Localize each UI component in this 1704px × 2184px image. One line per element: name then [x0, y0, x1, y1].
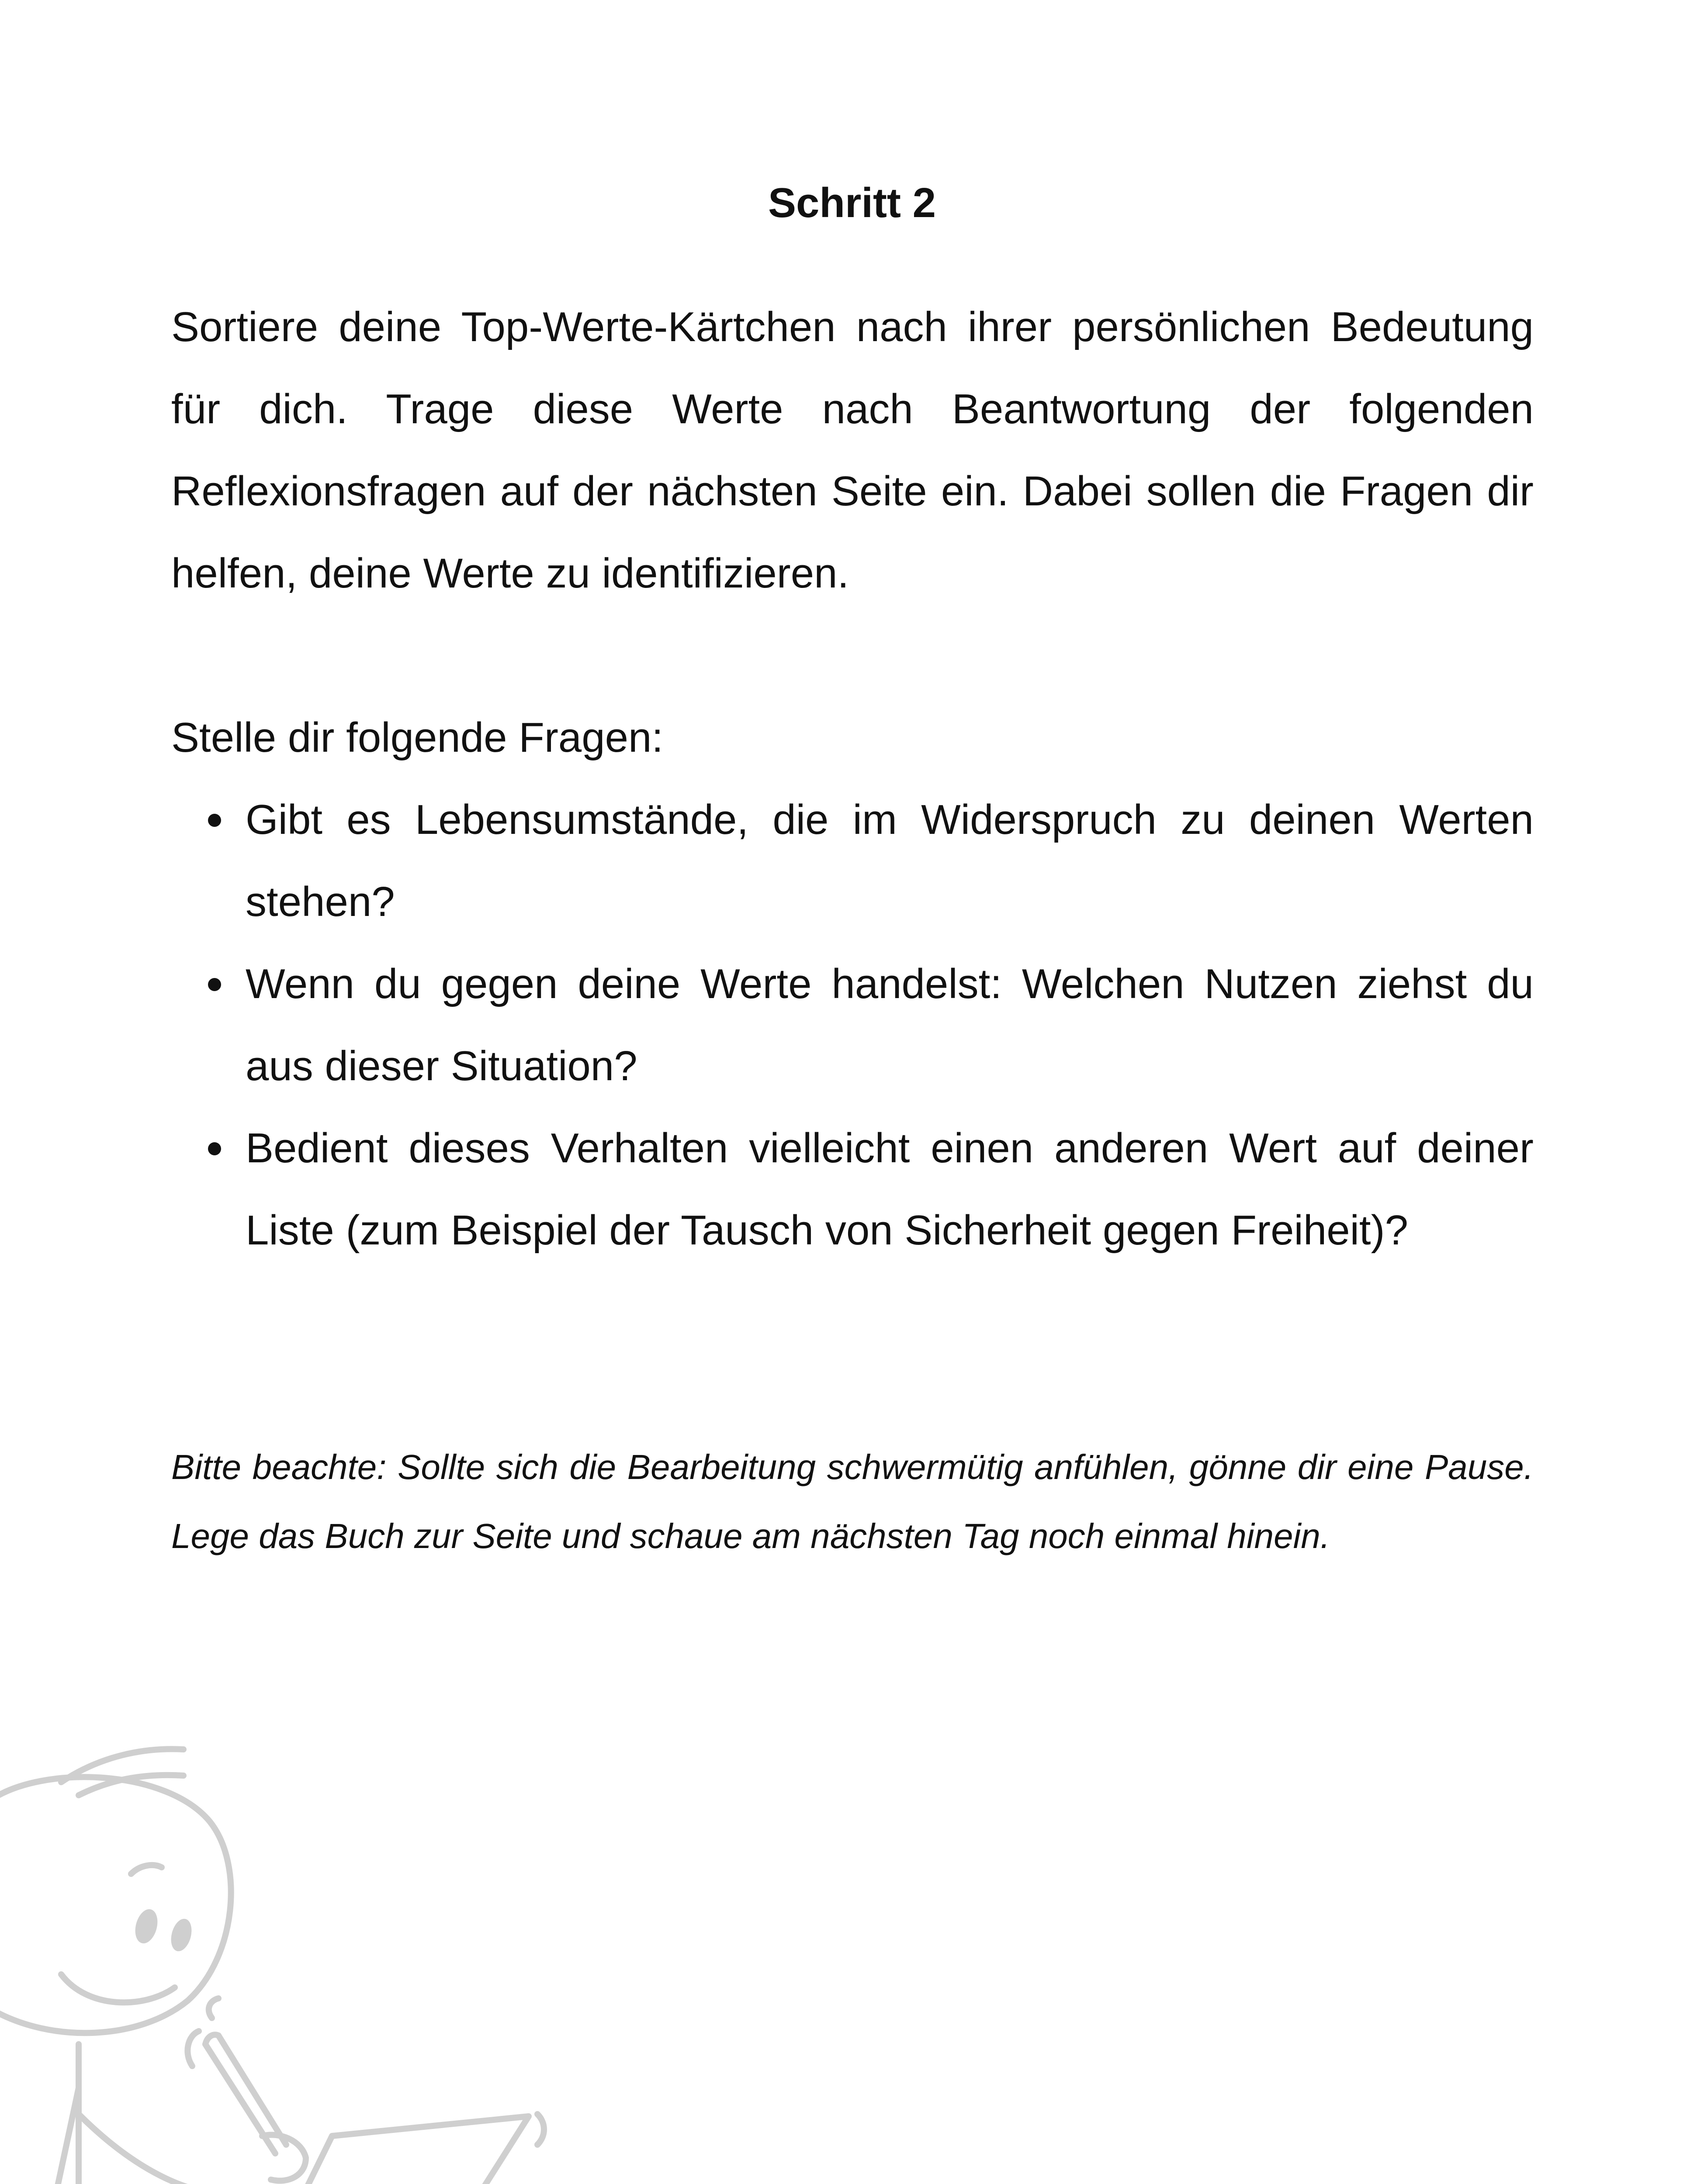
list-item	[171, 779, 1534, 943]
bullet-icon	[208, 1142, 221, 1155]
questions-lead: Stelle dir folgende Fragen:	[171, 714, 664, 761]
intro-paragraph: Sortiere deine Top-Werte-Kärtchen nach ihrer persönlichen Bedeutung für dich. Trage diese Werte nach Beantwortung der folgenden Reflexionsfragen auf der nächsten Seite ein. Dabei sollen die Fragen dir helfen, deine Werte zu identifizieren.	[171, 304, 1534, 597]
bullet-icon	[208, 814, 221, 827]
reflection-question-list	[171, 779, 1534, 1272]
section-heading: Schritt 2	[768, 180, 936, 226]
stick-figure-writing-icon	[0, 1730, 568, 2184]
note-paragraph: Bitte beachte: Sollte sich die Bearbeitung schwermütig anfühlen, gönne dir eine Pause. Lege das Buch zur Seite und schaue am nächsten Tag noch einmal hinein.	[171, 1448, 1534, 1555]
question-text: Wenn du gegen deine Werte handelst: Welchen Nutzen ziehst du aus dieser Situation?	[246, 961, 1534, 1089]
list-item	[171, 943, 1534, 1107]
question-text: Bedient dieses Verhalten vielleicht einen anderen Wert auf deiner Liste (zum Beispiel der Tausch von Sicherheit gegen Freiheit)?	[246, 1125, 1534, 1254]
question-text: Gibt es Lebensumstände, die im Widerspruch zu deinen Werten stehen?	[246, 796, 1534, 925]
bullet-icon	[208, 978, 221, 991]
list-item	[171, 1107, 1534, 1272]
